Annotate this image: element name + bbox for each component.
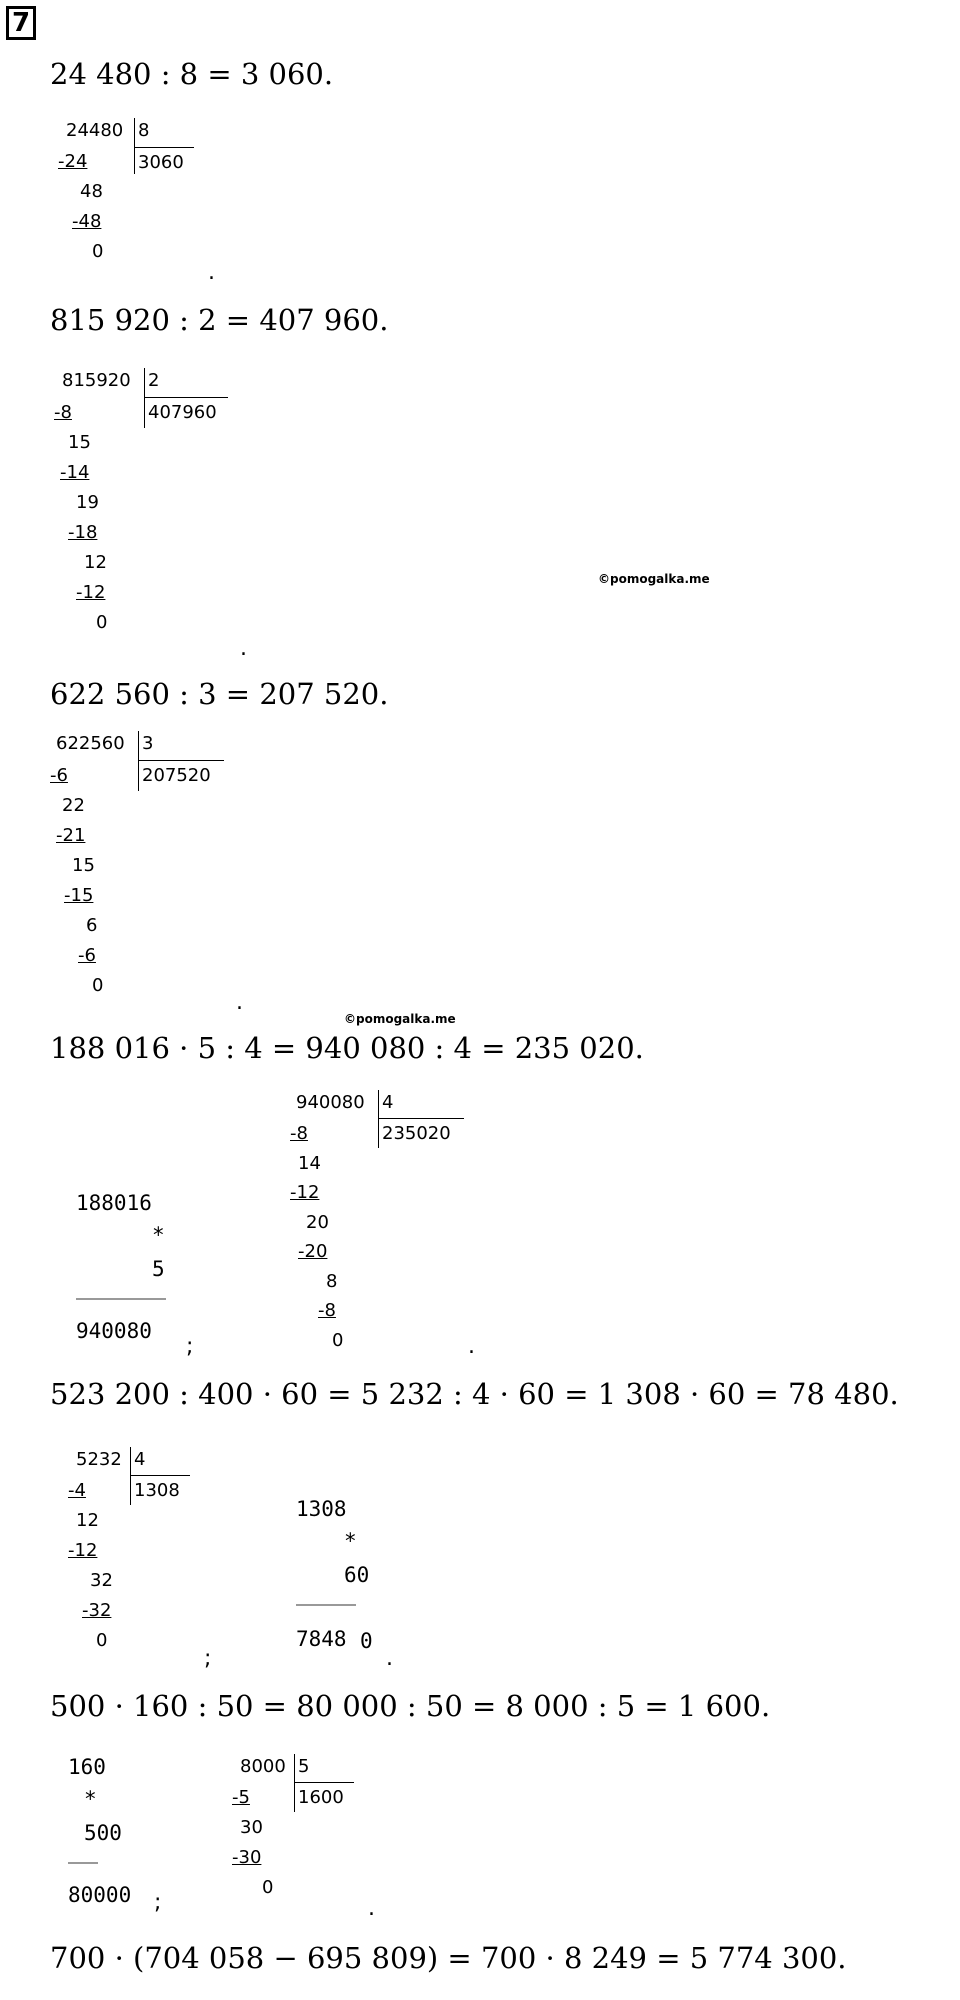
step: -6 — [78, 945, 96, 966]
product: 80000 — [68, 1883, 132, 1907]
step: -14 — [60, 462, 90, 483]
quotient: 235020 — [382, 1123, 451, 1144]
result-line — [68, 1862, 98, 1864]
step: 0 — [92, 241, 104, 262]
divisor: 4 — [134, 1449, 146, 1470]
period: . — [386, 1646, 393, 1671]
step: 48 — [80, 181, 103, 202]
result-line — [76, 1298, 166, 1300]
step: 0 — [332, 1330, 344, 1351]
step: 0 — [96, 1630, 108, 1651]
times-sign: * — [84, 1787, 97, 1811]
watermark: ©pomogalka.me — [598, 572, 710, 586]
step: 30 — [240, 1817, 263, 1838]
dividend: 24480 — [66, 120, 124, 141]
divisor: 4 — [382, 1092, 394, 1113]
step: -4 — [68, 1480, 86, 1501]
division-bar — [294, 1754, 295, 1812]
period: . — [468, 1334, 475, 1359]
step: 8 — [326, 1271, 338, 1292]
dividend: 622560 — [56, 733, 125, 754]
step: -8 — [318, 1300, 336, 1321]
step: 0 — [262, 1877, 274, 1898]
equation-3: 622 560 : 3 = 207 520. — [50, 677, 389, 711]
step: -8 — [54, 402, 72, 423]
product: 7848 — [296, 1627, 347, 1651]
step: -32 — [82, 1600, 112, 1621]
period: . — [240, 636, 247, 661]
equation-6: 500 · 160 : 50 = 80 000 : 50 = 8 000 : 5 = 1 600. — [50, 1689, 771, 1723]
step: 12 — [76, 1510, 99, 1531]
divisor: 8 — [138, 120, 150, 141]
product-last-digit: 0 — [360, 1629, 373, 1653]
times-sign: * — [344, 1529, 357, 1553]
division-bar — [144, 368, 145, 428]
step: 32 — [90, 1570, 113, 1591]
step: -48 — [72, 211, 102, 232]
watermark: ©pomogalka.me — [344, 1012, 456, 1026]
dividend: 8000 — [240, 1756, 286, 1777]
factor-b: 500 — [84, 1821, 122, 1845]
period: . — [208, 260, 215, 285]
step: -5 — [232, 1787, 250, 1808]
quotient-line — [130, 1475, 190, 1476]
step: -12 — [76, 582, 106, 603]
dividend: 5232 — [76, 1449, 122, 1470]
quotient: 3060 — [138, 152, 184, 173]
division-bar — [138, 731, 139, 791]
semicolon: ; — [186, 1334, 194, 1359]
step: 15 — [72, 855, 95, 876]
factor-a: 1308 — [296, 1497, 347, 1521]
times-sign: * — [152, 1223, 165, 1247]
quotient-line — [134, 147, 194, 148]
factor-a: 188016 — [76, 1191, 152, 1215]
factor-a: 160 — [68, 1755, 106, 1779]
division-bar — [134, 118, 135, 174]
step: 6 — [86, 915, 98, 936]
factor-b: 5 — [152, 1257, 165, 1281]
division-bar — [130, 1447, 131, 1505]
step: -12 — [290, 1182, 320, 1203]
step: 20 — [306, 1212, 329, 1233]
division-bar — [378, 1090, 379, 1148]
quotient-line — [294, 1782, 354, 1783]
step: -12 — [68, 1540, 98, 1561]
step: 14 — [298, 1153, 321, 1174]
semicolon: ; — [204, 1646, 212, 1671]
equation-7: 700 · (704 058 − 695 809) = 700 · 8 249 = 5 774 300. — [50, 1941, 847, 1975]
step: -30 — [232, 1847, 262, 1868]
step: 0 — [92, 975, 104, 996]
quotient: 1600 — [298, 1787, 344, 1808]
step: 15 — [68, 432, 91, 453]
step: -6 — [50, 765, 68, 786]
result-line — [296, 1604, 356, 1606]
dividend: 940080 — [296, 1092, 365, 1113]
divisor: 3 — [142, 733, 154, 754]
step: -8 — [290, 1123, 308, 1144]
quotient: 207520 — [142, 765, 211, 786]
step: 22 — [62, 795, 85, 816]
step: -15 — [64, 885, 94, 906]
quotient-line — [138, 760, 224, 761]
divisor: 2 — [148, 370, 160, 391]
equation-2: 815 920 : 2 = 407 960. — [50, 303, 389, 337]
divisor: 5 — [298, 1756, 310, 1777]
equation-4: 188 016 · 5 : 4 = 940 080 : 4 = 235 020. — [50, 1031, 644, 1065]
quotient-line — [144, 397, 228, 398]
equation-1: 24 480 : 8 = 3 060. — [50, 57, 334, 91]
semicolon: ; — [154, 1890, 162, 1915]
quotient: 1308 — [134, 1480, 180, 1501]
step: -21 — [56, 825, 86, 846]
factor-b: 60 — [344, 1563, 370, 1587]
period: . — [368, 1896, 375, 1921]
exercise-number-badge: 7 — [6, 6, 36, 40]
step: 0 — [96, 612, 108, 633]
quotient-line — [378, 1118, 464, 1119]
step: -24 — [58, 151, 88, 172]
product: 940080 — [76, 1319, 152, 1343]
quotient: 407960 — [148, 402, 217, 423]
step: -20 — [298, 1241, 328, 1262]
step: 19 — [76, 492, 99, 513]
step: 12 — [84, 552, 107, 573]
equation-5: 523 200 : 400 · 60 = 5 232 : 4 · 60 = 1 308 · 60 = 78 480. — [50, 1377, 899, 1411]
step: -18 — [68, 522, 98, 543]
period: . — [236, 990, 243, 1015]
dividend: 815920 — [62, 370, 131, 391]
